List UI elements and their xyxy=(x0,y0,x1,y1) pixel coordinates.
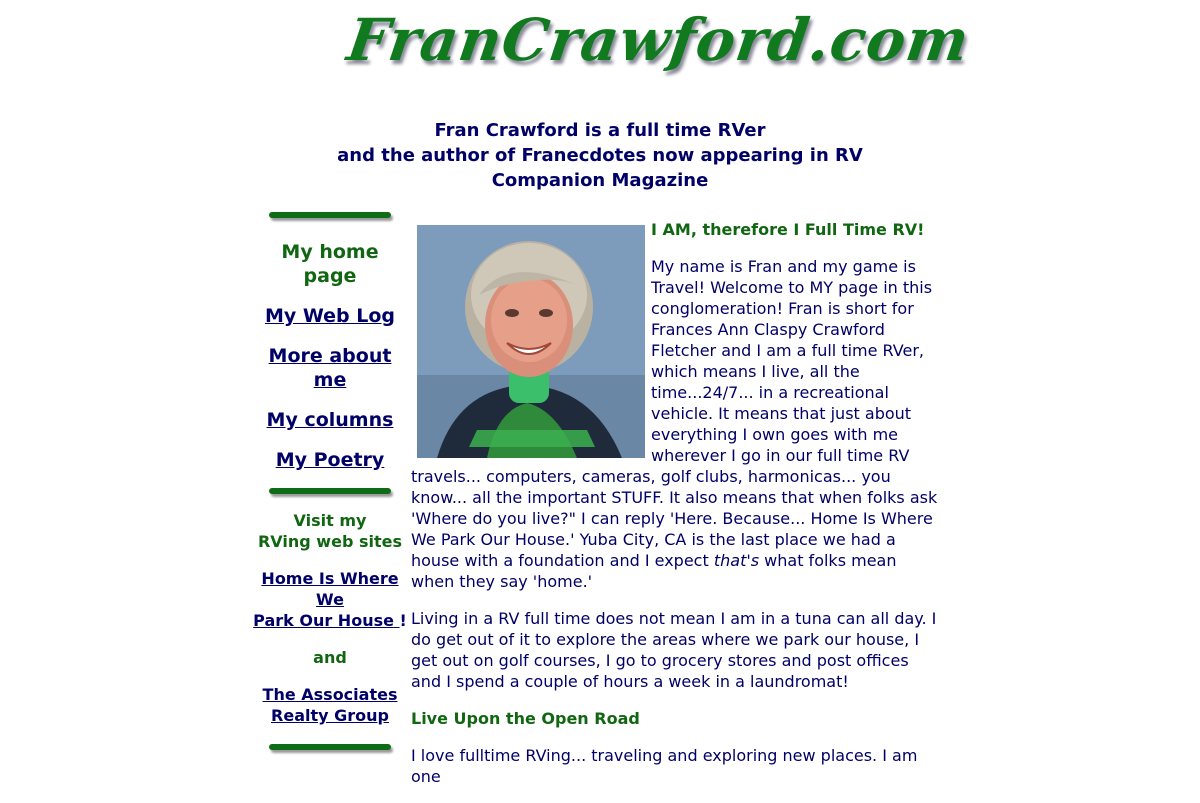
rving-intro-line-2: RVing web sites xyxy=(257,532,402,551)
site-header xyxy=(0,0,1200,110)
associates-realty-link[interactable] xyxy=(263,685,398,725)
sidebar xyxy=(252,212,408,750)
intro-text-b: what folks mean when they say 'home.' xyxy=(411,551,897,591)
associates-block xyxy=(252,684,408,726)
fulltime-paragraph: I love fulltime RVing... traveling and exploring new places. I am one xyxy=(411,746,918,786)
and-text: and xyxy=(313,648,347,667)
nav-more-about-me-link[interactable]: More about me xyxy=(268,345,392,391)
rving-sites-block xyxy=(252,510,408,726)
nav-home-page: My home page xyxy=(281,241,379,287)
divider-rule xyxy=(269,744,391,750)
home-is-where-we-park-link[interactable] xyxy=(253,569,399,630)
main-heading: I AM, therefore I Full Time RV! xyxy=(651,220,925,239)
living-paragraph: Living in a RV full time does not mean I am in a tuna can all day. I do get out of it to explore the areas where we park our house, I get out on golf courses, I go to grocery stores and post offices and I spend a couple of hours a week in a laundromat! xyxy=(411,609,937,691)
rving-intro-line-1: Visit my xyxy=(293,511,367,530)
intro-emphasis: that's xyxy=(713,551,760,570)
main-content xyxy=(411,219,943,803)
site-tagline xyxy=(290,118,910,193)
associates-link-line-1: The Associates xyxy=(262,685,398,704)
divider-rule xyxy=(269,488,391,494)
nav-my-poetry-link[interactable]: My Poetry xyxy=(275,449,385,471)
home-link-suffix: ! xyxy=(399,611,407,630)
intro-text-a: My name is Fran and my game is Travel! Welcome to MY page in this conglomeration! Fran is short for Frances Ann Claspy Crawford Fletcher and I am a full time RVer, which means I live, all the time...24/7... in a recreational vehicle. It means that just about everything I own goes with me wherever I go in our full time RV travels... computers, cameras, golf clubs, harmonicas... you know... all the important STUFF. It also means that when folks ask 'Where do you live?" I can reply 'Here. Because... Home Is Where We Park Our House.' Yuba City, CA is the last place we had a house with a foundation and I expect xyxy=(411,257,938,570)
site-logo: FranCrawford.com xyxy=(343,6,974,74)
home-link-line-2: Park Our House xyxy=(253,611,394,630)
divider-rule xyxy=(269,212,391,218)
home-is-where-block xyxy=(252,568,408,631)
photo-float-spacer xyxy=(411,219,651,463)
main-nav xyxy=(252,240,408,472)
nav-my-columns-link[interactable]: My columns xyxy=(266,409,394,431)
tagline-line-2: and the author of Franecdotes now appearing in RV Companion Magazine xyxy=(337,145,863,191)
nav-web-log-link[interactable]: My Web Log xyxy=(264,305,396,327)
tagline-line-1: Fran Crawford is a full time RVer xyxy=(434,120,766,141)
open-road-heading: Live Upon the Open Road xyxy=(411,709,640,728)
associates-link-line-2: Realty Group xyxy=(271,706,389,725)
home-link-line-1: Home Is Where We xyxy=(261,569,399,609)
